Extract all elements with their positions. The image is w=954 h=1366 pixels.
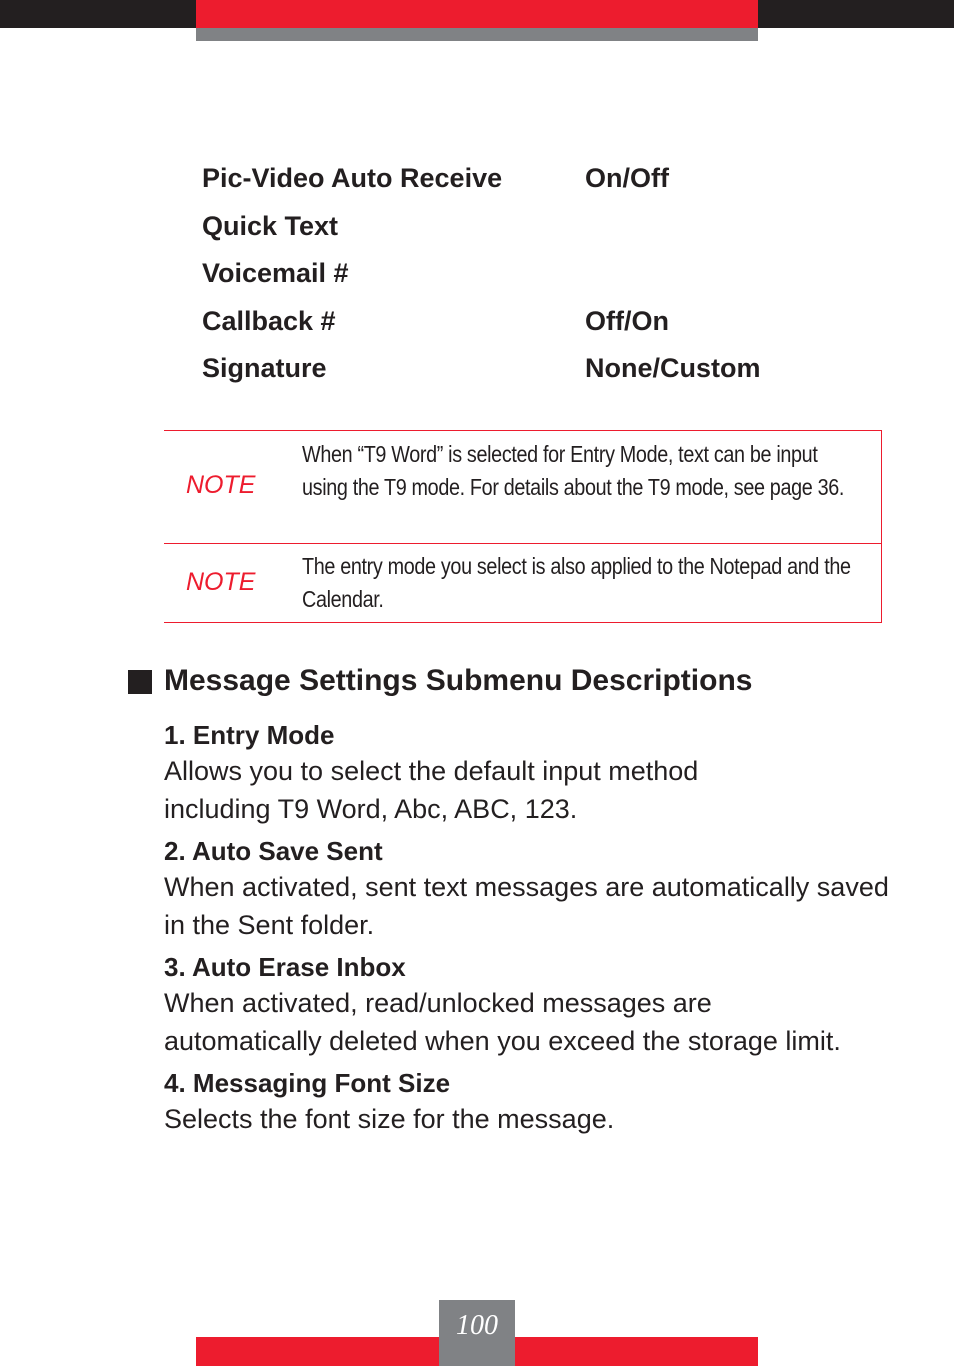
setting-name: Pic-Video Auto Receive [202, 163, 503, 193]
item-title: 2. Auto Save Sent [164, 836, 383, 866]
list-item [164, 718, 894, 828]
list-item [164, 1066, 894, 1138]
item-title: 3. Auto Erase Inbox [164, 952, 406, 982]
section-heading [128, 664, 752, 698]
item-body: Allows you to select the default input method including T9 Word, Abc, ABC, 123. [164, 756, 699, 824]
section-title: Message Settings Submenu Descriptions [164, 664, 753, 697]
top-red-band [196, 0, 758, 28]
item-body: When activated, read/unlocked messages are automatically deleted when you exceed the storage limit. [164, 988, 841, 1056]
item-body: When activated, sent text messages are automatically saved in the Sent folder. [164, 872, 889, 940]
note-text: When “T9 Word” is selected for Entry Mode, text can be input using the T9 mode. For details about the T9 mode, see page 36. [302, 441, 845, 500]
top-gray-band [196, 28, 758, 41]
page-number: 100 [456, 1310, 498, 1341]
item-body: Selects the font size for the message. [164, 1104, 615, 1134]
list-item [164, 834, 894, 944]
item-title: 1. Entry Mode [164, 720, 335, 750]
setting-value: None/Custom [585, 353, 761, 383]
note-label: NOTE [186, 471, 256, 499]
page-number-box [439, 1300, 515, 1366]
notes-box [164, 430, 882, 623]
setting-name: Signature [202, 353, 327, 383]
setting-value: On/Off [585, 163, 669, 193]
note-text: The entry mode you select is also applied to the Notepad and the Calendar. [302, 553, 851, 612]
square-bullet-icon [128, 670, 152, 694]
note-row [164, 431, 882, 544]
note-label: NOTE [186, 568, 256, 596]
list-item [164, 950, 894, 1060]
setting-name: Voicemail # [202, 258, 349, 288]
note-row [164, 544, 882, 623]
setting-value: Off/On [585, 305, 669, 336]
setting-name: Callback # [202, 305, 336, 336]
descriptions-list [164, 718, 894, 1144]
item-title: 4. Messaging Font Size [164, 1068, 451, 1098]
setting-name: Quick Text [202, 210, 339, 241]
